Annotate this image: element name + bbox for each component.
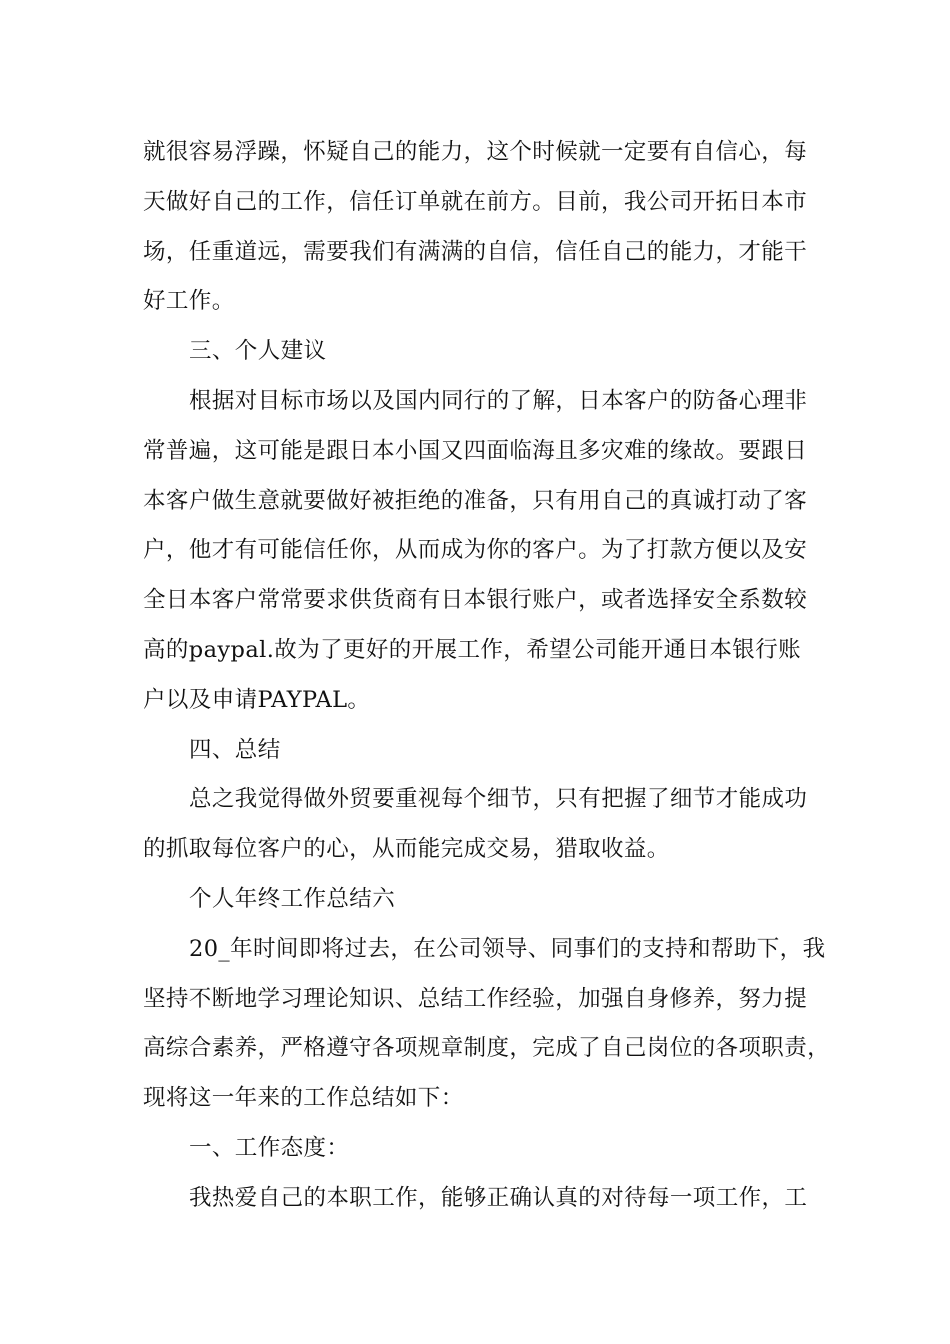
paragraph-line: 常普遍，这可能是跟日本小国又四面临海且多灾难的缘故。要跟日 (143, 437, 808, 464)
paragraph-line: 我热爱自己的本职工作，能够正确认真的对待每一项工作，工 (189, 1184, 808, 1211)
paragraph-line: 高综合素养，严格遵守各项规章制度，完成了自己岗位的各项职责， (143, 1035, 831, 1062)
paragraph-line: 户，他才有可能信任你，从而成为你的客户。为了打款方便以及安 (143, 537, 808, 564)
paragraph-line: 20_年时间即将过去，在公司领导、同事们的支持和帮助下，我 (189, 935, 826, 962)
section-heading-summary: 四、总结 (189, 736, 281, 763)
section-heading-personal-suggestions: 三、个人建议 (189, 338, 327, 365)
article-title: 个人年终工作总结六 (189, 885, 396, 912)
paragraph-line: 总之我觉得做外贸要重视每个细节，只有把握了细节才能成功 (189, 786, 808, 813)
paragraph-line: 好工作。 (143, 288, 235, 315)
paragraph-line: 根据对目标市场以及国内同行的了解，日本客户的防备心理非 (189, 387, 808, 414)
paragraph-line: 现将这一年来的工作总结如下： (143, 1085, 464, 1112)
paragraph-line: 就很容易浮躁，怀疑自己的能力，这个时候就一定要有自信心，每 (143, 139, 808, 165)
paragraph-line: 户以及申请PAYPAL。 (143, 686, 371, 713)
section-heading-work-attitude: 一、工作态度： (189, 1134, 350, 1161)
paragraph-line: 全日本客户常常要求供货商有日本银行账户，或者选择安全系数较 (143, 587, 808, 614)
paragraph-line: 坚持不断地学习理论知识、总结工作经验，加强自身修养，努力提 (143, 985, 808, 1012)
paragraph-line: 天做好自己的工作，信任订单就在前方。目前，我公司开拓日本市 (143, 188, 808, 215)
paragraph-line: 本客户做生意就要做好被拒绝的准备，只有用自己的真诚打动了客 (143, 487, 808, 514)
document-body (143, 128, 833, 1224)
paragraph-line: 高的paypal.故为了更好的开展工作，希望公司能开通日本银行账 (143, 636, 801, 663)
paragraph-line: 的抓取每位客户的心，从而能完成交易，猎取收益。 (143, 836, 670, 863)
paragraph-line: 场，任重道远，需要我们有满满的自信，信任自己的能力，才能干 (143, 238, 808, 265)
